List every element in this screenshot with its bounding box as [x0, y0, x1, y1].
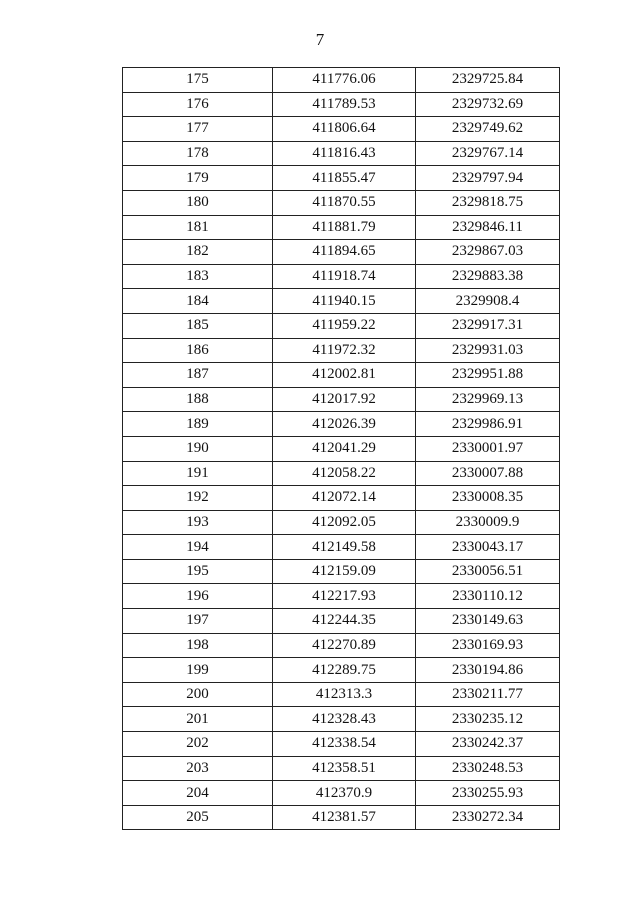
- y-coordinate-cell: 2330235.12: [416, 707, 560, 732]
- x-coordinate-cell: 412338.54: [273, 732, 416, 757]
- point-number-cell: 185: [123, 313, 273, 338]
- x-coordinate-cell: 412370.9: [273, 781, 416, 806]
- y-coordinate-cell: 2330169.93: [416, 633, 560, 658]
- y-coordinate-cell: 2330043.17: [416, 535, 560, 560]
- table-row: [123, 363, 560, 388]
- point-number-cell: 178: [123, 141, 273, 166]
- y-coordinate-cell: 2330149.63: [416, 609, 560, 634]
- point-number-cell: 176: [123, 92, 273, 117]
- point-number-cell: 186: [123, 338, 273, 363]
- x-coordinate-cell: 412358.51: [273, 756, 416, 781]
- point-number-cell: 177: [123, 117, 273, 142]
- point-number-cell: 199: [123, 658, 273, 683]
- y-coordinate-cell: 2329931.03: [416, 338, 560, 363]
- y-coordinate-cell: 2329986.91: [416, 412, 560, 437]
- table-row: [123, 166, 560, 191]
- table-row: [123, 387, 560, 412]
- table-row: [123, 141, 560, 166]
- y-coordinate-cell: 2330242.37: [416, 732, 560, 757]
- x-coordinate-cell: 411940.15: [273, 289, 416, 314]
- table-row: [123, 289, 560, 314]
- table-row: [123, 92, 560, 117]
- point-number-cell: 193: [123, 510, 273, 535]
- y-coordinate-cell: 2330211.77: [416, 682, 560, 707]
- table-row: [123, 732, 560, 757]
- table-row: [123, 338, 560, 363]
- table-row: [123, 486, 560, 511]
- x-coordinate-cell: 412058.22: [273, 461, 416, 486]
- point-number-cell: 202: [123, 732, 273, 757]
- point-number-cell: 180: [123, 190, 273, 215]
- table-row: [123, 412, 560, 437]
- y-coordinate-cell: 2330008.35: [416, 486, 560, 511]
- table-row: [123, 510, 560, 535]
- y-coordinate-cell: 2330001.97: [416, 436, 560, 461]
- y-coordinate-cell: 2329797.94: [416, 166, 560, 191]
- x-coordinate-cell: 412159.09: [273, 559, 416, 584]
- point-number-cell: 198: [123, 633, 273, 658]
- point-number-cell: 205: [123, 805, 273, 830]
- point-number-cell: 184: [123, 289, 273, 314]
- table-row: [123, 264, 560, 289]
- point-number-cell: 197: [123, 609, 273, 634]
- y-coordinate-cell: 2330007.88: [416, 461, 560, 486]
- x-coordinate-cell: 412002.81: [273, 363, 416, 388]
- x-coordinate-cell: 412381.57: [273, 805, 416, 830]
- table-row: [123, 559, 560, 584]
- table-row: [123, 117, 560, 142]
- point-number-cell: 201: [123, 707, 273, 732]
- point-number-cell: 196: [123, 584, 273, 609]
- point-number-cell: 188: [123, 387, 273, 412]
- x-coordinate-cell: 412072.14: [273, 486, 416, 511]
- x-coordinate-cell: 411855.47: [273, 166, 416, 191]
- point-number-cell: 190: [123, 436, 273, 461]
- y-coordinate-cell: 2329951.88: [416, 363, 560, 388]
- y-coordinate-cell: 2329867.03: [416, 240, 560, 265]
- x-coordinate-cell: 412026.39: [273, 412, 416, 437]
- y-coordinate-cell: 2329969.13: [416, 387, 560, 412]
- y-coordinate-cell: 2329732.69: [416, 92, 560, 117]
- point-number-cell: 175: [123, 68, 273, 93]
- x-coordinate-cell: 411881.79: [273, 215, 416, 240]
- x-coordinate-cell: 412313.3: [273, 682, 416, 707]
- y-coordinate-cell: 2330009.9: [416, 510, 560, 535]
- y-coordinate-cell: 2329818.75: [416, 190, 560, 215]
- table-row: [123, 707, 560, 732]
- x-coordinate-cell: 412217.93: [273, 584, 416, 609]
- x-coordinate-cell: 411972.32: [273, 338, 416, 363]
- y-coordinate-cell: 2329767.14: [416, 141, 560, 166]
- x-coordinate-cell: 412092.05: [273, 510, 416, 535]
- table-row: [123, 658, 560, 683]
- point-number-cell: 181: [123, 215, 273, 240]
- x-coordinate-cell: 411918.74: [273, 264, 416, 289]
- x-coordinate-cell: 412149.58: [273, 535, 416, 560]
- coordinates-table-body: [123, 68, 560, 830]
- x-coordinate-cell: 412244.35: [273, 609, 416, 634]
- x-coordinate-cell: 411789.53: [273, 92, 416, 117]
- table-row: [123, 436, 560, 461]
- point-number-cell: 204: [123, 781, 273, 806]
- table-row: [123, 190, 560, 215]
- point-number-cell: 187: [123, 363, 273, 388]
- y-coordinate-cell: 2330248.53: [416, 756, 560, 781]
- point-number-cell: 182: [123, 240, 273, 265]
- table-row: [123, 633, 560, 658]
- point-number-cell: 203: [123, 756, 273, 781]
- y-coordinate-cell: 2329917.31: [416, 313, 560, 338]
- y-coordinate-cell: 2330110.12: [416, 584, 560, 609]
- table-row: [123, 756, 560, 781]
- point-number-cell: 183: [123, 264, 273, 289]
- y-coordinate-cell: 2329883.38: [416, 264, 560, 289]
- x-coordinate-cell: 411806.64: [273, 117, 416, 142]
- x-coordinate-cell: 411870.55: [273, 190, 416, 215]
- point-number-cell: 192: [123, 486, 273, 511]
- table-row: [123, 215, 560, 240]
- table-row: [123, 609, 560, 634]
- point-number-cell: 200: [123, 682, 273, 707]
- x-coordinate-cell: 412328.43: [273, 707, 416, 732]
- x-coordinate-cell: 411894.65: [273, 240, 416, 265]
- table-row: [123, 313, 560, 338]
- y-coordinate-cell: 2330056.51: [416, 559, 560, 584]
- table-row: [123, 240, 560, 265]
- table-row: [123, 682, 560, 707]
- table-row: [123, 781, 560, 806]
- table-row: [123, 461, 560, 486]
- y-coordinate-cell: 2330194.86: [416, 658, 560, 683]
- table-row: [123, 584, 560, 609]
- point-number-cell: 194: [123, 535, 273, 560]
- x-coordinate-cell: 412041.29: [273, 436, 416, 461]
- x-coordinate-cell: 412017.92: [273, 387, 416, 412]
- x-coordinate-cell: 412289.75: [273, 658, 416, 683]
- coordinates-table: [122, 67, 560, 830]
- point-number-cell: 195: [123, 559, 273, 584]
- y-coordinate-cell: 2329846.11: [416, 215, 560, 240]
- y-coordinate-cell: 2329725.84: [416, 68, 560, 93]
- page-number: 7: [315, 30, 325, 49]
- y-coordinate-cell: 2330255.93: [416, 781, 560, 806]
- x-coordinate-cell: 412270.89: [273, 633, 416, 658]
- y-coordinate-cell: 2329749.62: [416, 117, 560, 142]
- table-row: [123, 535, 560, 560]
- point-number-cell: 189: [123, 412, 273, 437]
- table-row: [123, 68, 560, 93]
- point-number-cell: 191: [123, 461, 273, 486]
- y-coordinate-cell: 2330272.34: [416, 805, 560, 830]
- y-coordinate-cell: 2329908.4: [416, 289, 560, 314]
- point-number-cell: 179: [123, 166, 273, 191]
- x-coordinate-cell: 411776.06: [273, 68, 416, 93]
- x-coordinate-cell: 411959.22: [273, 313, 416, 338]
- table-row: [123, 805, 560, 830]
- x-coordinate-cell: 411816.43: [273, 141, 416, 166]
